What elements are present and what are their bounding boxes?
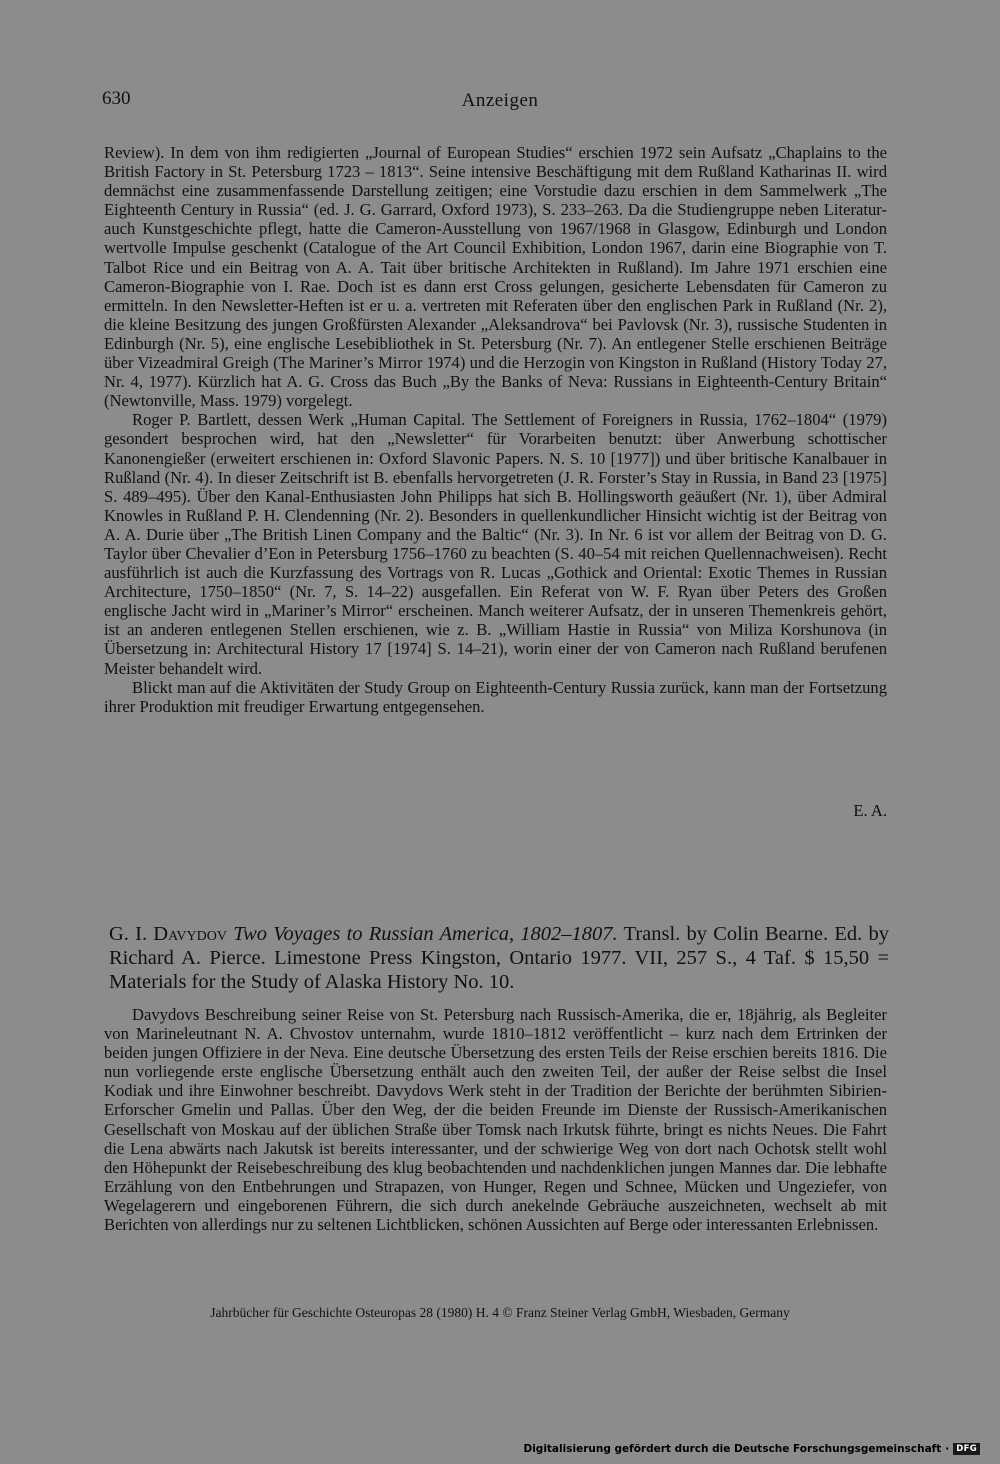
paragraph: Roger P. Bartlett, dessen Werk „Human Capital. The Settlement of Foreigners in Russia, 1762–1804“ (1979) gesondert besprochen wird, hat den „Newsletter“ für Vorarbeiten benutzt: über Anwerbung schottischer Kanonengießer (erweitert erschienen in: Oxford Slavonic Papers. N. S. 10 [1977]) und über britische Kanalbauer in Rußland (Nr. 4). In dieser Zeitschrift ist B. ebenfalls hervorgetreten (J. R. Forster’s Stay in Russia, in Band 23 [1975] S. 489–495). Über den Kanal-Enthusiasten John Philipps hat sich B. Hollingsworth geäußert (Nr. 1), über Admiral Knowles in Rußland P. H. Clendenning (Nr. 2). Besonders in quellenkundlicher Hinsicht wichtig ist der Beitrag von A. A. Durie über „The British Linen Company and the Baltic“ (Nr. 3). In Nr. 6 ist vor allem der Beitrag von D. G. Taylor über Chevalier d’Eon in Petersburg 1756–1760 zu beachten (S. 40–54 mit reichen Quellennachweisen). Recht ausführlich ist auch die Kurzfassung des Vortrags von R. Lucas „Gothick and Oriental: Exotic Themes in Russian Architecture, 1750–1850“ (Nr. 7, S. 14–22) ausgefallen. Ein Referat von W. F. Ryan über Peters des Großen englische Jacht wird in „Mariner’s Mirror“ erscheinen. Manch weiterer Aufsatz, der in unseren Themenkreis gehört, ist an anderen entlegenen Stellen erschienen, wie z. B. „William Hastie in Russia“ von Miliza Korshunova (in Übersetzung in: Architectural History 17 [1974] S. 14–21), worin einer der von Cameron nach Rußland berufenen Meister behandelt wird.: [104, 410, 887, 678]
digitization-text: Digitalisierung gefördert durch die Deutsche Forschungsgemeinschaft: [523, 1443, 942, 1455]
dfg-logo: DFG: [953, 1443, 980, 1455]
review-author: G. I. Davydov: [109, 923, 227, 945]
paragraph: Blickt man auf die Aktivitäten der Study Group on Eighteenth-Century Russia zurück, kann man der Fortsetzung ihrer Produktion mit freudiger Erwartung entgegensehen.: [104, 677, 887, 716]
review-book-title: Two Voyages to Russian America, 1802–1807.: [233, 923, 618, 945]
journal-citation: Jahrbücher für Geschichte Osteuropas 28 (1980) H. 4 © Franz Steiner Verlag GmbH, Wiesbaden, Germany: [210, 1305, 790, 1320]
article-continuation: [104, 143, 887, 716]
running-head: Anzeigen: [461, 90, 539, 111]
paragraph: Davydovs Beschreibung seiner Reise von St. Petersburg nach Russisch-Amerika, die er, 18jährig, als Begleiter von Marineleutnant N. A. Chvostov unternahm, wurde 1810–1812 veröffentlicht – kurz nach dem Ertrinken der beiden jungen Offiziere in der Neva. Eine deutsche Übersetzung des ersten Teils der Reise erschien bereits 1816. Die nun vorliegende erste englische Übersetzung enthält auch den zweiten Teil, der außer der Reise selbst die Insel Kodiak und ihre Einwohner beschreibt. Davydovs Werk steht in der Tradition der Berichte der berühmten Sibirien-Erforscher Gmelin und Pallas. Über den Weg, der die beiden Freunde im Dienste der Russisch-Amerikanischen Gesellschaft von Moskau auf der üblichen Straße über Tomsk nach Irkutsk führte, bringt es nichts Neues. Die Fahrt die Lena abwärts nach Jakutsk ist bereits interessanter, und der schwierige Weg von dort nach Ochotsk stellt wohl den Höhepunkt der Reisebeschreibung des klug beobachtenden und nachdenklichen jungen Mannes dar. Die lebhafte Erzählung von den Entbehrungen und Strapazen, von Hunger, Regen und Schnee, Mücken und Ungeziefer, von Wegelagerern und eingeborenen Führern, die sich durch anekelnde Gebräuche auszeichneten, wechselt ab mit Berichten von allerdings nur zu seltenen Lichtblicken, schönen Aussichten auf Berge oder interessanten Erlebnissen.: [104, 1005, 887, 1235]
review-book-details: Transl. by Colin Bearne. Ed. by Richard A. Pierce. Limestone Press Kingston, Ontario 1977. VII, 257 S., 4 Taf. $ 15,50 = Materials for the Study of Alaska History No. 10.: [109, 923, 889, 993]
digitization-notice: Digitalisierung gefördert durch die Deutsche Forschungsgemeinschaft · DFG: [523, 1443, 980, 1455]
page-number: 630: [102, 88, 131, 109]
review-body: [104, 1005, 887, 1234]
review-heading: [109, 922, 889, 994]
paragraph: Review). In dem von ihm redigierten „Journal of European Studies“ erschien 1972 sein Aufsatz „Chaplains to the British Factory in St. Petersburg 1723 – 1813“. Seine intensive Beschäftigung mit dem Rußland Katharinas II. wird demnächst eine zusammenfassende Darstellung zeitigen; eine Vorstudie dazu erschien in dem Sammelwerk „The Eighteenth Century in Russia“ (ed. J. G. Garrard, Oxford 1973), S. 233–263. Da die Studiengruppe neben Literatur- auch Kunstgeschichte pflegt, hatte die Cameron-Ausstellung von 1967/1968 in Glasgow, Edinburgh und London wertvolle Impulse geschenkt (Catalogue of the Art Council Exhibition, London 1967, darin eine Biographie von T. Talbot Rice und ein Beitrag von A. A. Tait über britische Architekten in Rußland). Im Jahre 1971 erschien eine Cameron-Biographie von I. Rae. Doch ist es dann erst Cross gelungen, gesicherte Lebensdaten für Cameron zu ermitteln. In den Newsletter-Heften ist er u. a. vertreten mit Referaten über den englischen Park in Rußland (Nr. 2), die kleine Besitzung des jungen Großfürsten Alexander „Aleksandrova“ bei Pavlovsk (Nr. 3), russische Studenten in Edinburgh (Nr. 5), eine englische Lesebibliothek in St. Petersburg (Nr. 7). An entlegener Stelle erschienen Beiträge über Vizeadmiral Greigh (The Mariner’s Mirror 1974) und die Herzogin von Kingston in Rußland (History Today 27, Nr. 4, 1977). Kürzlich hat A. G. Cross das Buch „By the Banks of Neva: Russians in Eighteenth-Century Britain“ (Newtonville, Mass. 1979) vorgelegt.: [104, 143, 887, 411]
author-initials: E. A.: [853, 801, 887, 820]
